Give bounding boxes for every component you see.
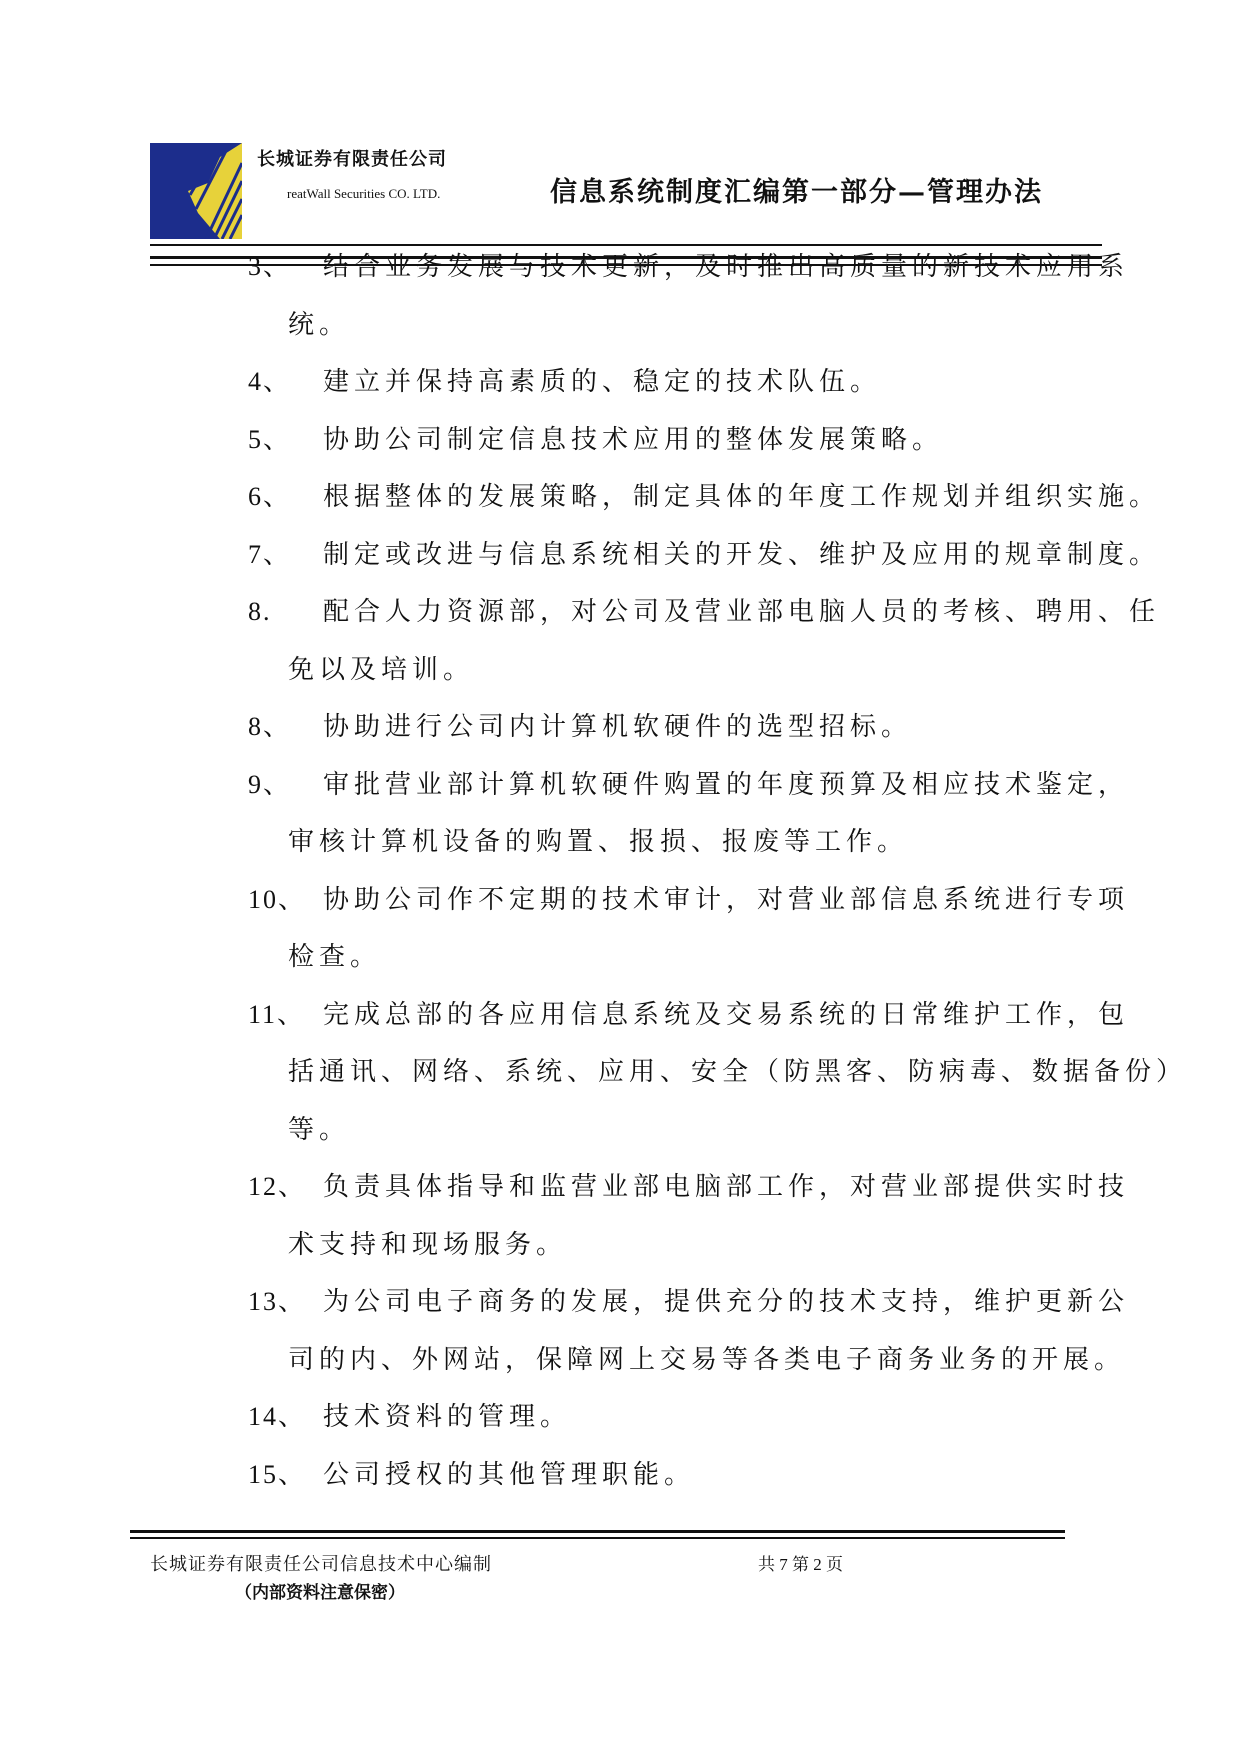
list-item-number: 5、 [248,424,292,454]
list-item-text: 协助进行公司内计算机软硬件的选型招标。 [323,712,913,742]
list-item-text: 技术资料的管理。 [323,1402,572,1432]
list-item-number: 15、 [248,1459,307,1489]
list-item-text: 协助公司作不定期的技术审计，对营业部信息系统进行专项 [323,884,1130,915]
list-item-continuation: 免以及培训。 [288,654,475,685]
list-item-number: 10、 [248,884,307,914]
footer-publisher: 长城证券有限责任公司信息技术中心编制 [150,1554,492,1575]
list-item-number: 4、 [248,367,292,396]
list-item-text: 负责具体指导和监营业部电脑部工作，对营业部提供实时技 [323,1172,1130,1202]
header-rule-top [150,244,1102,246]
company-logo [150,143,242,239]
list-item-number: 8、 [248,712,292,741]
list-item-text: 根据整体的发展策略，制定具体的年度工作规划并组织实施。 [323,482,1161,512]
list-item-continuation: 审核计算机设备的购置、报损、报废等工作。 [288,827,909,857]
list-item-number: 11、 [248,999,306,1029]
list-item-text: 为公司电子商务的发展，提供充分的技术支持，维护更新公 [323,1287,1130,1317]
list-item-continuation: 等。 [288,1114,351,1145]
footer-confidential-note: （内部资料注意保密） [235,1583,405,1603]
list-item-number: 13、 [248,1287,307,1316]
list-item-continuation: 括通讯、网络、系统、应用、安全（防黑客、防病毒、数据备份） [288,1057,1188,1087]
list-item-continuation: 检查。 [288,942,382,972]
list-item-number: 12、 [248,1172,307,1201]
list-item-text: 结合业务发展与技术更新，及时推出高质量的新技术应用系 [323,252,1130,282]
list-item-text: 配合人力资源部，对公司及营业部电脑人员的考核、聘用、任 [323,597,1161,627]
footer-page-number: 共 7 第 2 页 [758,1555,843,1574]
company-name-en: reatWall Securities CO. LTD. [287,186,441,201]
list-item-number: 3、 [248,252,292,281]
footer-rule-bottom [130,1537,1065,1539]
list-item-number: 8. [248,597,272,626]
list-item-number: 7、 [248,539,292,569]
list-item-number: 6、 [248,482,292,511]
list-item-text: 制定或改进与信息系统相关的开发、维护及应用的规章制度。 [323,539,1161,570]
list-item-text: 公司授权的其他管理职能。 [323,1459,696,1490]
list-item-number: 9、 [248,769,292,799]
document-title: 信息系统制度汇编第一部分—管理办法 [550,177,1043,208]
list-item-continuation: 术支持和现场服务。 [288,1229,568,1260]
list-item-text: 完成总部的各应用信息系统及交易系统的日常维护工作，包 [323,999,1130,1030]
list-item-continuation: 统。 [288,309,351,340]
list-item-text: 建立并保持高素质的、稳定的技术队伍。 [323,367,882,397]
list-item-number: 14、 [248,1402,307,1431]
footer-rule-top [130,1530,1065,1533]
list-item-text: 审批营业部计算机软硬件购置的年度预算及相应技术鉴定， [323,769,1130,800]
list-item-text: 协助公司制定信息技术应用的整体发展策略。 [323,424,944,455]
list-item-continuation: 司的内、外网站，保障网上交易等各类电子商务业务的开展。 [288,1344,1126,1375]
company-name-cn: 长城证券有限责任公司 [257,149,447,170]
